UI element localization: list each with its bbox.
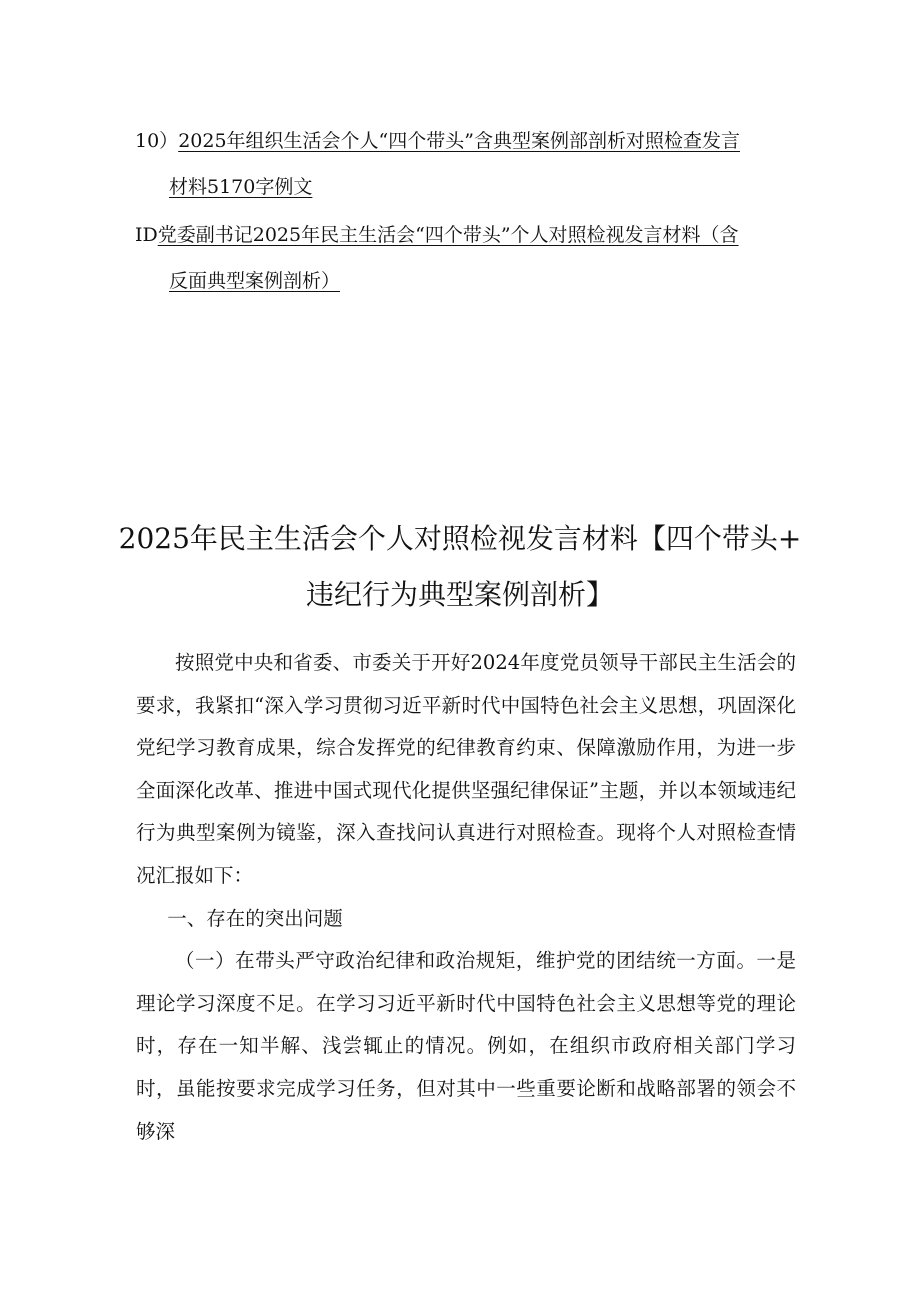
section-heading: 一、存在的突出问题 — [167, 906, 343, 930]
toc-entry-number: 10） — [135, 130, 179, 152]
toc-entry-link-continuation[interactable]: 材料5170字例文 — [169, 176, 313, 198]
intro-paragraph: 按照党中央和省委、市委关于开好2024年度党员领导干部民主生活会的要求，我紧扣“深入学习贯彻习近平新时代中国特色社会主义思想，巩固深化党纪学习教育成果，综合发挥党的纪律教育约束、保障激励作用，为进一步全面深化改革、推进中国式现代化提供坚强纪律保证”主题，并以本领域违纪行为典型案例为镜鉴，深入查找问认真进行对照检查。现将个人对照检查情况汇报如下： — [136, 651, 796, 887]
document-body — [136, 642, 796, 1153]
title-line-2: 违纪行为典型案例剖析】 — [305, 577, 614, 611]
toc-entry-link-continuation[interactable]: 反面典型案例剖析） — [169, 270, 341, 292]
title-line-1: 2025年民主生活会个人对照检视发言材料【四个带头+ — [118, 521, 802, 555]
toc-entry[interactable] — [135, 212, 795, 304]
toc-entry-link[interactable]: 党委副书记2025年民主生活会“四个带头”个人对照检视发言材料（含 — [157, 224, 739, 246]
document-title — [110, 511, 810, 623]
toc-entry-link[interactable]: 2025年组织生活会个人“四个带头”含典型案例部剖析对照检查发言 — [178, 130, 740, 152]
table-of-contents — [135, 118, 795, 306]
section-paragraph: （一）在带头严守政治纪律和政治规矩，维护党的团结统一方面。一是理论学习深度不足。在学习习近平新时代中国特色社会主义思想等党的理论时，存在一知半解、浅尝辄止的情况。例如，在组织市政府相关部门学习时，虽能按要求完成学习任务，但对其中一些重要论断和战略部署的领会不够深 — [136, 949, 796, 1143]
toc-entry[interactable] — [135, 118, 795, 210]
toc-entry-number: ID — [135, 224, 158, 246]
